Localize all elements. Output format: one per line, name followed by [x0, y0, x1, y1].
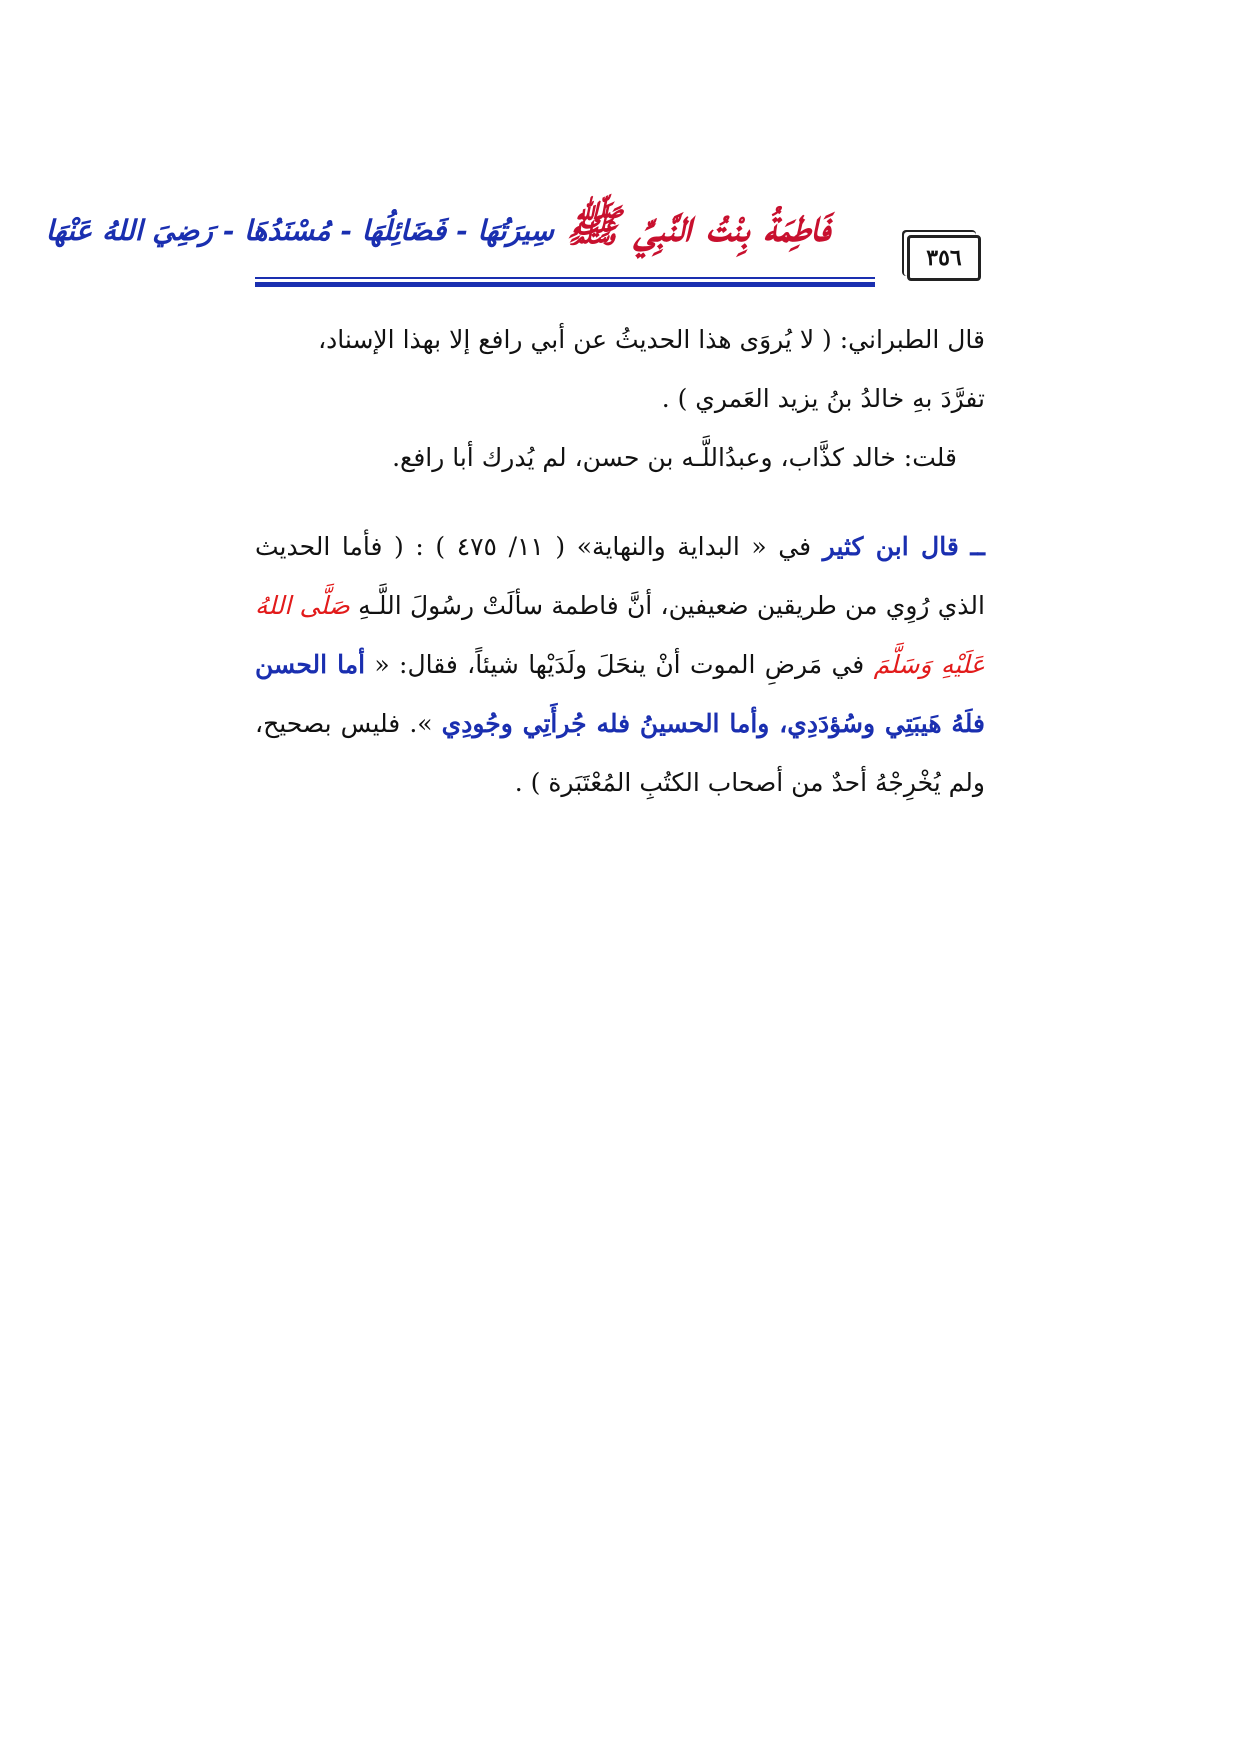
paragraph-ibn-kathir	[255, 517, 985, 812]
title-main: فَاطِمَةُ بِنْتُ النَّبِيِّ ﷺ	[566, 201, 830, 252]
section-dash: ــ	[970, 532, 985, 561]
ibn-kathir-text-c: ». فليس بصحيح، ولم يُخْرِجْهُ أحدٌ من أصحاب الكتُبِ المُعْتَبَرة ) .	[255, 709, 985, 797]
header-rule-thin	[255, 277, 875, 279]
page-body	[255, 310, 985, 812]
salawat: صَلَّى اللهُ عَلَيْهِ وَسَلَّمَ	[255, 591, 985, 679]
tabarani-line-1: قال الطبراني: ( لا يُروَى هذا الحديثُ عن أبي رافع إلا بهذا الإسناد،	[318, 325, 985, 354]
paragraph-comment	[255, 428, 985, 487]
page-number: ٣٥٦	[907, 235, 981, 281]
title-subtitle: سِيرَتُهَا - فَضَائِلُهَا - مُسْنَدُهَا - رَضِيَ اللهُ عَنْهَا	[45, 213, 554, 247]
comment-text: قلت: خالد كذَّاب، وعبدُاللَّـه بن حسن، لم يُدرك أبا رافع.	[392, 443, 957, 472]
paragraph-tabarani	[255, 310, 985, 428]
book-title	[45, 201, 830, 252]
page-header	[45, 201, 985, 290]
hadith-quote: أما الحسن فلَهُ هَيبَتِي وسُؤدَدِي، وأما الحسينُ فله جُرأَتِي وجُودِي	[255, 650, 985, 738]
ibn-kathir-text-a: في « البداية والنهاية» ( ١١/ ٤٧٥ ) : ( فأما الحديث الذي رُوِي من طريقين ضعيفين، أنَّ فاطمة سألَتْ رسُولَ اللَّـهِ	[255, 532, 985, 620]
author-name: قال ابن كثير	[822, 532, 959, 561]
paragraph-gap	[255, 487, 985, 517]
header-rule-thick	[255, 282, 875, 287]
tabarani-line-2: تفرَّدَ بهِ خالدُ بنُ يزيد العَمري ) .	[661, 384, 985, 413]
ibn-kathir-text-b: في مَرضِ الموت أنْ ينحَلَ ولَدَيْها شيئاً، فقال: «	[374, 650, 865, 679]
